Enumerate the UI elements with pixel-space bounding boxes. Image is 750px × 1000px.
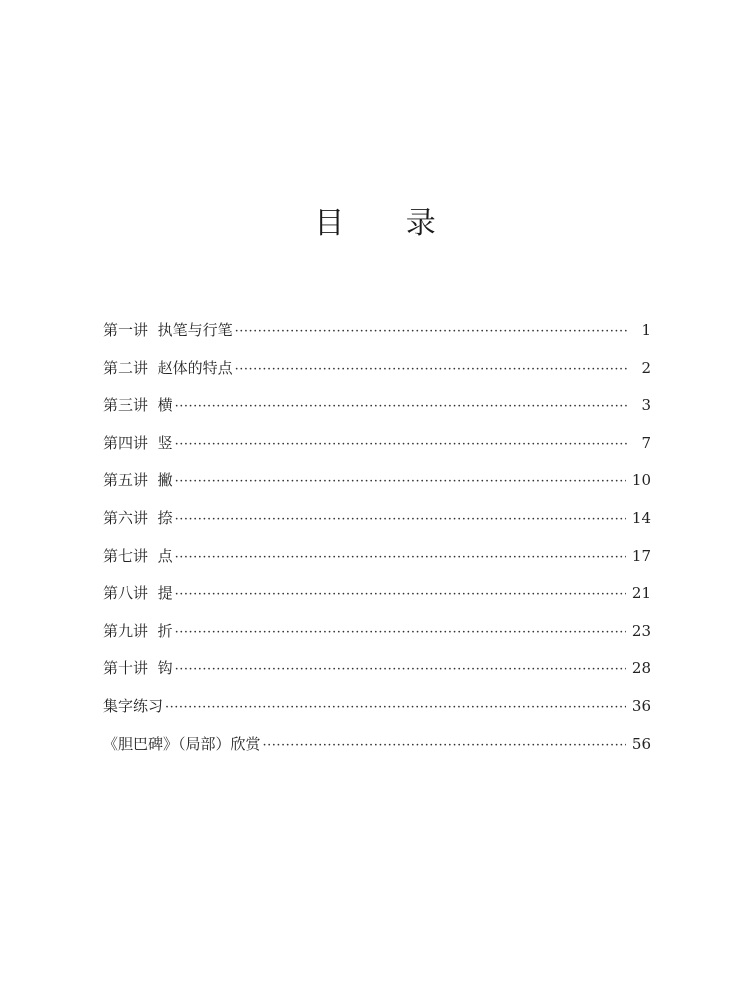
toc-entry-title: 撇 [157, 471, 173, 490]
toc-entry-title: 集字练习 [103, 696, 164, 715]
toc-row-3[interactable] [103, 393, 651, 431]
dot-leader [175, 395, 627, 419]
toc-chapter-label: 第一讲 [103, 321, 149, 339]
toc-entry-title: 赵体的特点 [157, 358, 233, 377]
toc-page-number: 28 [631, 659, 651, 678]
toc-page-number: 21 [631, 584, 651, 603]
dot-leader [235, 320, 627, 344]
toc-row-11[interactable] [103, 694, 651, 732]
dot-leader [175, 583, 626, 607]
dot-leader [175, 546, 626, 570]
toc-chapter-label: 第二讲 [103, 358, 149, 377]
toc-entry-title: 执笔与行笔 [157, 321, 233, 339]
toc-page-number: 17 [631, 546, 651, 565]
toc-page-number: 36 [631, 696, 651, 715]
toc-page-number: 10 [631, 471, 651, 490]
dot-leader [175, 433, 627, 457]
toc-chapter-label: 第八讲 [103, 584, 149, 603]
toc-row-1[interactable] [103, 318, 651, 356]
dot-leader [175, 621, 626, 645]
toc-page-number: 2 [641, 358, 651, 377]
toc-row-10[interactable] [103, 656, 651, 694]
toc-row-2[interactable] [103, 356, 651, 394]
toc-entry-title: 横 [157, 396, 173, 415]
toc-entry-title: 《胆巴碑》（局部）欣赏 [103, 734, 261, 753]
toc-entry-title: 提 [157, 584, 173, 603]
dot-leader [175, 470, 626, 494]
toc-entry-title: 钩 [157, 659, 173, 678]
toc-entry-title: 折 [157, 621, 173, 640]
toc-page-number: 23 [631, 621, 651, 640]
toc-entry-title: 点 [157, 546, 173, 565]
dot-leader [263, 734, 626, 758]
toc-page-number: 1 [641, 321, 651, 339]
toc-page-number: 7 [641, 433, 651, 452]
toc-chapter-label: 第十讲 [103, 659, 149, 678]
toc-row-4[interactable] [103, 431, 651, 469]
toc-chapter-label: 第四讲 [103, 433, 149, 452]
table-of-contents [103, 318, 651, 769]
toc-chapter-label: 第五讲 [103, 471, 149, 490]
toc-row-6[interactable] [103, 506, 651, 544]
dot-leader [175, 658, 626, 682]
dot-leader [165, 696, 626, 720]
toc-page-number: 3 [641, 396, 651, 415]
toc-chapter-label: 第三讲 [103, 396, 149, 415]
dot-leader [235, 358, 627, 382]
toc-page-number: 56 [631, 734, 651, 753]
toc-row-8[interactable] [103, 581, 651, 619]
toc-entry-title: 捺 [157, 508, 173, 527]
toc-row-5[interactable] [103, 468, 651, 506]
toc-chapter-label: 第九讲 [103, 621, 149, 640]
toc-page-number: 14 [631, 508, 651, 527]
toc-chapter-label: 第七讲 [103, 546, 149, 565]
toc-row-12[interactable] [103, 732, 651, 770]
dot-leader [175, 508, 626, 532]
toc-chapter-label: 第六讲 [103, 508, 149, 527]
toc-entry-title: 竖 [157, 433, 173, 452]
toc-row-9[interactable] [103, 619, 651, 657]
page-title: 目 录 [314, 206, 462, 241]
toc-row-7[interactable] [103, 544, 651, 582]
